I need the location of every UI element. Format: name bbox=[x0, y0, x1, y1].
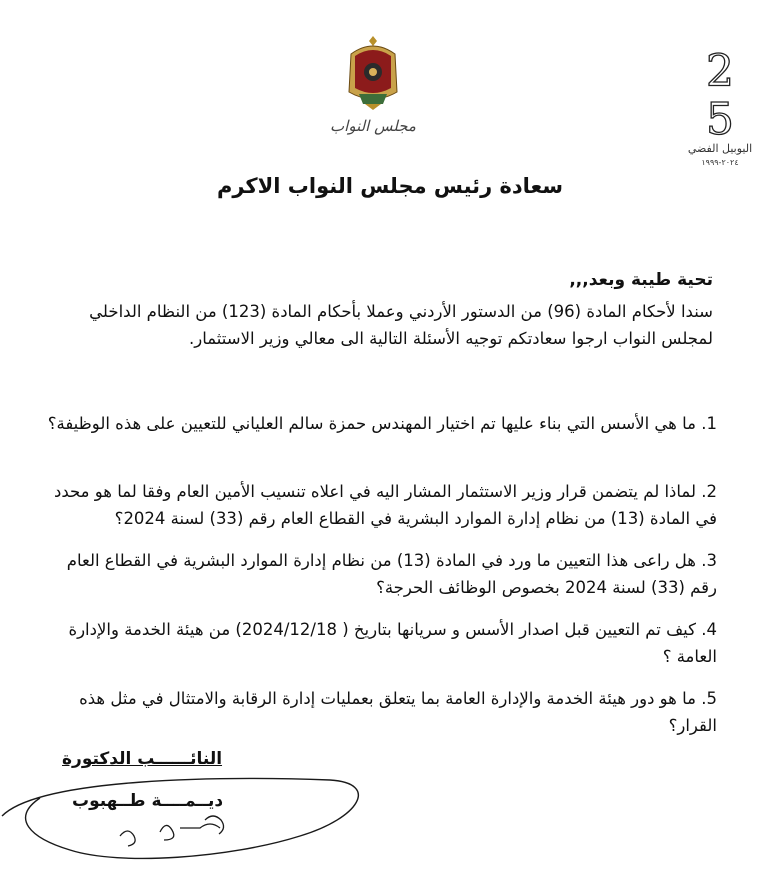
handwritten-signature bbox=[0, 758, 380, 881]
intro-paragraph: سندا لأحكام المادة (96) من الدستور الأردني وعملا بأحكام المادة (123) من النظام الداخلي لمجلس النواب ارجوا سعادتكم توجيه الأسئلة التالية الى معالي وزير الاستثمار. bbox=[89, 302, 713, 348]
question-item: 5. ما هو دور هيئة الخدمة والإدارة العامة بما يتعلق بعمليات إدارة الرقابة والامتثال في مثل هذه القرار؟ bbox=[79, 689, 717, 735]
signature-name: ديــمــــة طــهبوب bbox=[72, 791, 224, 811]
jordan-coat-of-arms-icon bbox=[343, 32, 403, 112]
question-item: 3. هل راعى هذا التعيين ما ورد في المادة (13) من نظام إدارة الموارد البشرية في القطاع العام رقم (33) لسنة 2024 بخصوص الوظائف الحرجة؟ bbox=[66, 551, 717, 597]
question-item: 2. لماذا لم يتضمن قرار وزير الاستثمار المشار اليه في اعلاه تنسيب الأمين العام وفقا لما هو محدد في المادة (13) من نظام إدارة الموارد البشرية في القطاع العام رقم (33) لسنة 2024؟ bbox=[54, 482, 717, 528]
addressee: سعادة رئيس مجلس النواب الاكرم bbox=[216, 174, 564, 198]
jubilee-number-2: 2 bbox=[706, 46, 734, 97]
greeting: تحية طيبة وبعد,,, bbox=[569, 270, 713, 290]
silver-jubilee-logo-icon bbox=[690, 38, 750, 138]
council-name: مجلس النواب bbox=[330, 117, 416, 135]
jubilee-years: ٢٠٢٤-١٩٩٩ bbox=[701, 158, 739, 167]
jubilee-number-5: 5 bbox=[706, 94, 734, 138]
jubilee-text: اليوبيل الفضي bbox=[687, 142, 753, 155]
question-item: 4. كيف تم التعيين قبل اصدار الأسس و سريانها بتاريخ ( 2024/12/18) من هيئة الخدمة والإدارة العامة ؟ bbox=[68, 620, 717, 666]
signature-title: النائــــــب الدكتورة bbox=[62, 749, 223, 769]
question-item: 1. ما هي الأسس التي بناء عليها تم اختيار المهندس حمزة سالم العلياني للتعيين على هذه الوظيفة؟ bbox=[47, 414, 717, 433]
